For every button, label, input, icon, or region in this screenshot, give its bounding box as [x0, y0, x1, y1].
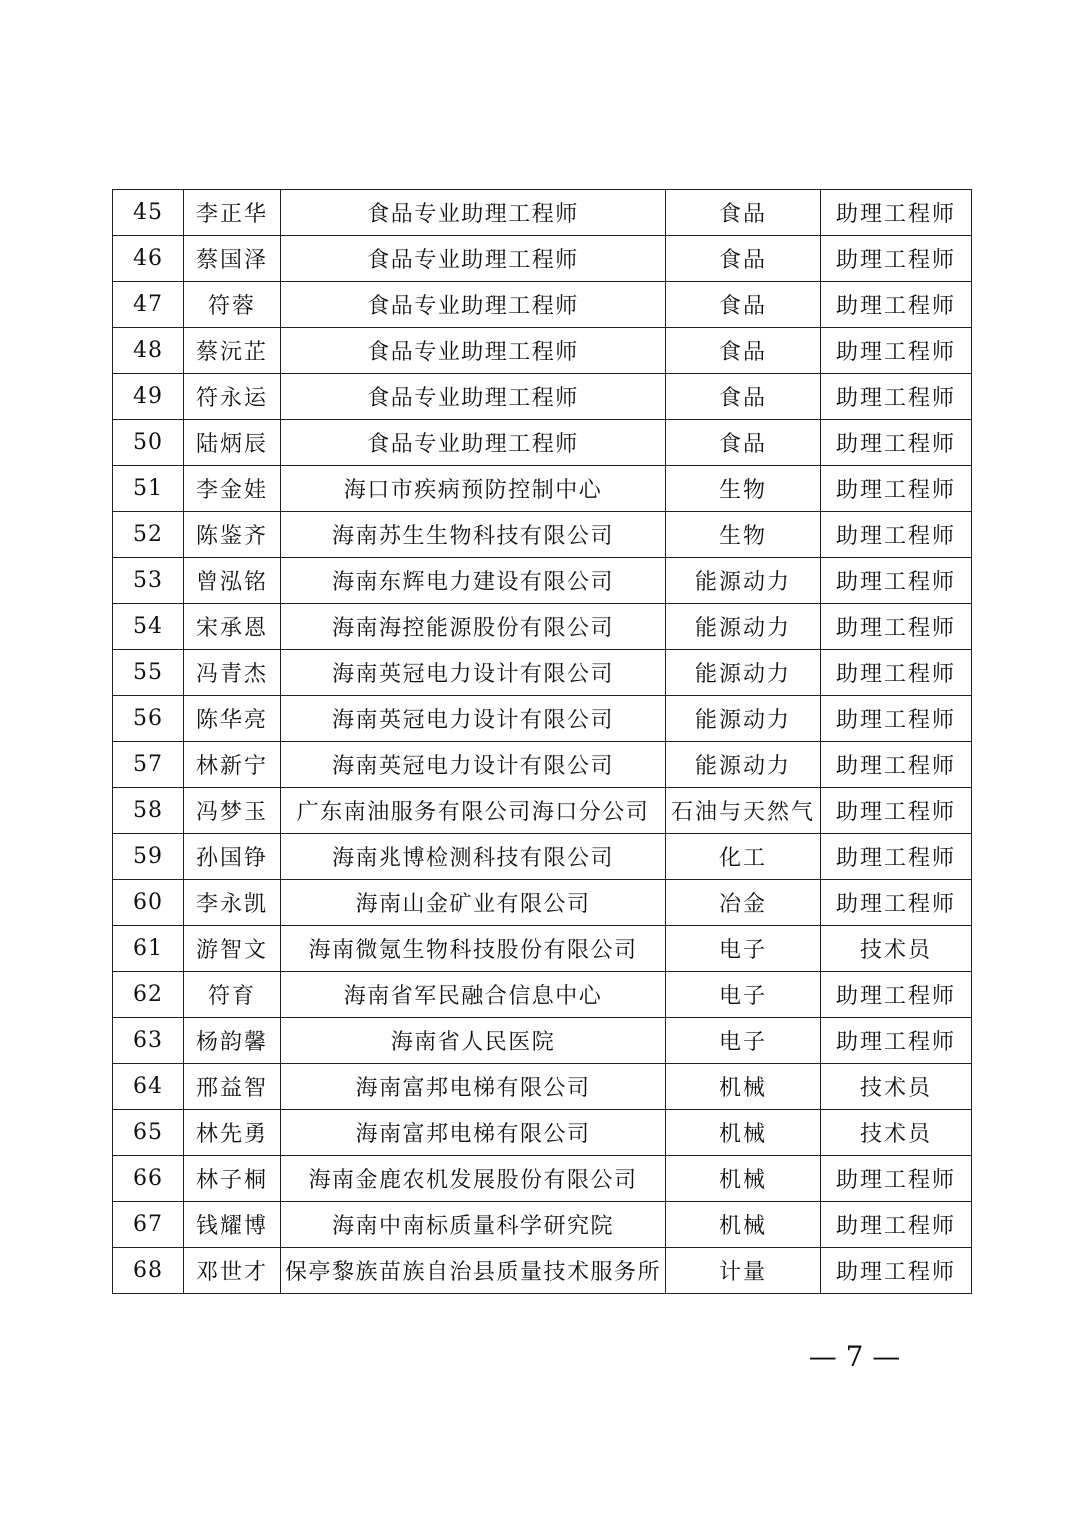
table-row	[113, 696, 972, 742]
unit-cell: 海口市疾病预防控制中心	[281, 466, 666, 512]
qualification-cell: 助理工程师	[821, 788, 972, 834]
name-cell: 陈华亮	[184, 696, 281, 742]
major-cell: 机械	[666, 1064, 821, 1110]
major-cell: 食品	[666, 374, 821, 420]
qualification-cell: 助理工程师	[821, 1248, 972, 1294]
table-row	[113, 282, 972, 328]
qualification-cell: 助理工程师	[821, 1156, 972, 1202]
row-number-cell: 47	[113, 282, 184, 328]
name-cell: 符永运	[184, 374, 281, 420]
table-row	[113, 328, 972, 374]
table-row	[113, 1202, 972, 1248]
row-number-cell: 61	[113, 926, 184, 972]
unit-cell: 海南山金矿业有限公司	[281, 880, 666, 926]
major-cell: 食品	[666, 328, 821, 374]
qualification-cell: 技术员	[821, 1064, 972, 1110]
row-number-cell: 59	[113, 834, 184, 880]
major-cell: 生物	[666, 466, 821, 512]
qualification-cell: 助理工程师	[821, 742, 972, 788]
major-cell: 石油与天然气	[666, 788, 821, 834]
major-cell: 能源动力	[666, 604, 821, 650]
table-row	[113, 650, 972, 696]
qualification-cell: 助理工程师	[821, 972, 972, 1018]
major-cell: 食品	[666, 236, 821, 282]
name-cell: 游智文	[184, 926, 281, 972]
table-row	[113, 972, 972, 1018]
name-cell: 李永凯	[184, 880, 281, 926]
row-number-cell: 45	[113, 190, 184, 236]
qualification-cell: 助理工程师	[821, 328, 972, 374]
unit-cell: 海南东辉电力建设有限公司	[281, 558, 666, 604]
qualification-cell: 技术员	[821, 1110, 972, 1156]
name-cell: 蔡国泽	[184, 236, 281, 282]
unit-cell: 食品专业助理工程师	[281, 236, 666, 282]
row-number-cell: 53	[113, 558, 184, 604]
roster-table-body	[113, 190, 972, 1294]
unit-cell: 海南英冠电力设计有限公司	[281, 742, 666, 788]
row-number-cell: 63	[113, 1018, 184, 1064]
qualification-cell: 助理工程师	[821, 604, 972, 650]
major-cell: 能源动力	[666, 742, 821, 788]
table-row	[113, 1110, 972, 1156]
qualification-cell: 助理工程师	[821, 1018, 972, 1064]
name-cell: 符蓉	[184, 282, 281, 328]
qualification-cell: 助理工程师	[821, 696, 972, 742]
table-row	[113, 190, 972, 236]
name-cell: 蔡沅芷	[184, 328, 281, 374]
major-cell: 冶金	[666, 880, 821, 926]
name-cell: 符育	[184, 972, 281, 1018]
name-cell: 李正华	[184, 190, 281, 236]
unit-cell: 海南兆博检测科技有限公司	[281, 834, 666, 880]
major-cell: 电子	[666, 1018, 821, 1064]
name-cell: 孙国铮	[184, 834, 281, 880]
unit-cell: 海南省军民融合信息中心	[281, 972, 666, 1018]
name-cell: 钱耀博	[184, 1202, 281, 1248]
major-cell: 能源动力	[666, 696, 821, 742]
unit-cell: 海南中南标质量科学研究院	[281, 1202, 666, 1248]
qualification-cell: 助理工程师	[821, 420, 972, 466]
name-cell: 宋承恩	[184, 604, 281, 650]
unit-cell: 食品专业助理工程师	[281, 420, 666, 466]
name-cell: 杨韵馨	[184, 1018, 281, 1064]
qualification-cell: 技术员	[821, 926, 972, 972]
unit-cell: 海南富邦电梯有限公司	[281, 1064, 666, 1110]
qualification-cell: 助理工程师	[821, 558, 972, 604]
table-row	[113, 604, 972, 650]
row-number-cell: 51	[113, 466, 184, 512]
unit-cell: 海南英冠电力设计有限公司	[281, 650, 666, 696]
name-cell: 曾泓铭	[184, 558, 281, 604]
unit-cell: 食品专业助理工程师	[281, 190, 666, 236]
unit-cell: 保亭黎族苗族自治县质量技术服务所	[281, 1248, 666, 1294]
unit-cell: 海南海控能源股份有限公司	[281, 604, 666, 650]
name-cell: 邢益智	[184, 1064, 281, 1110]
table-row	[113, 512, 972, 558]
qualification-cell: 助理工程师	[821, 374, 972, 420]
name-cell: 冯梦玉	[184, 788, 281, 834]
page-number: — 7 —	[808, 1340, 901, 1373]
qualification-cell: 助理工程师	[821, 880, 972, 926]
row-number-cell: 60	[113, 880, 184, 926]
qualification-cell: 助理工程师	[821, 190, 972, 236]
major-cell: 计量	[666, 1248, 821, 1294]
row-number-cell: 50	[113, 420, 184, 466]
row-number-cell: 55	[113, 650, 184, 696]
name-cell: 林先勇	[184, 1110, 281, 1156]
row-number-cell: 65	[113, 1110, 184, 1156]
major-cell: 能源动力	[666, 650, 821, 696]
major-cell: 机械	[666, 1110, 821, 1156]
name-cell: 李金娃	[184, 466, 281, 512]
table-row	[113, 466, 972, 512]
row-number-cell: 68	[113, 1248, 184, 1294]
row-number-cell: 54	[113, 604, 184, 650]
major-cell: 电子	[666, 926, 821, 972]
name-cell: 冯青杰	[184, 650, 281, 696]
row-number-cell: 62	[113, 972, 184, 1018]
table-row	[113, 1156, 972, 1202]
qualification-cell: 助理工程师	[821, 512, 972, 558]
row-number-cell: 58	[113, 788, 184, 834]
qualification-cell: 助理工程师	[821, 834, 972, 880]
table-row	[113, 926, 972, 972]
table-row	[113, 1064, 972, 1110]
table-row	[113, 420, 972, 466]
row-number-cell: 57	[113, 742, 184, 788]
row-number-cell: 67	[113, 1202, 184, 1248]
major-cell: 生物	[666, 512, 821, 558]
table-row	[113, 1248, 972, 1294]
table-row	[113, 374, 972, 420]
major-cell: 机械	[666, 1156, 821, 1202]
major-cell: 机械	[666, 1202, 821, 1248]
row-number-cell: 56	[113, 696, 184, 742]
table-row	[113, 1018, 972, 1064]
row-number-cell: 49	[113, 374, 184, 420]
table-row	[113, 880, 972, 926]
table-row	[113, 558, 972, 604]
row-number-cell: 46	[113, 236, 184, 282]
name-cell: 陆炳辰	[184, 420, 281, 466]
unit-cell: 海南省人民医院	[281, 1018, 666, 1064]
unit-cell: 海南富邦电梯有限公司	[281, 1110, 666, 1156]
unit-cell: 食品专业助理工程师	[281, 328, 666, 374]
table-row	[113, 788, 972, 834]
table-row	[113, 742, 972, 788]
name-cell: 邓世才	[184, 1248, 281, 1294]
unit-cell: 海南英冠电力设计有限公司	[281, 696, 666, 742]
row-number-cell: 64	[113, 1064, 184, 1110]
unit-cell: 海南苏生生物科技有限公司	[281, 512, 666, 558]
major-cell: 化工	[666, 834, 821, 880]
unit-cell: 食品专业助理工程师	[281, 282, 666, 328]
roster-table	[112, 189, 972, 1294]
unit-cell: 食品专业助理工程师	[281, 374, 666, 420]
name-cell: 林新宁	[184, 742, 281, 788]
unit-cell: 海南微氪生物科技股份有限公司	[281, 926, 666, 972]
name-cell: 陈鉴齐	[184, 512, 281, 558]
row-number-cell: 52	[113, 512, 184, 558]
qualification-cell: 助理工程师	[821, 650, 972, 696]
table-row	[113, 236, 972, 282]
name-cell: 林子桐	[184, 1156, 281, 1202]
qualification-cell: 助理工程师	[821, 282, 972, 328]
major-cell: 能源动力	[666, 558, 821, 604]
qualification-cell: 助理工程师	[821, 1202, 972, 1248]
unit-cell: 海南金鹿农机发展股份有限公司	[281, 1156, 666, 1202]
row-number-cell: 66	[113, 1156, 184, 1202]
major-cell: 食品	[666, 190, 821, 236]
unit-cell: 广东南油服务有限公司海口分公司	[281, 788, 666, 834]
row-number-cell: 48	[113, 328, 184, 374]
qualification-cell: 助理工程师	[821, 466, 972, 512]
table-row	[113, 834, 972, 880]
major-cell: 食品	[666, 420, 821, 466]
major-cell: 电子	[666, 972, 821, 1018]
major-cell: 食品	[666, 282, 821, 328]
qualification-cell: 助理工程师	[821, 236, 972, 282]
